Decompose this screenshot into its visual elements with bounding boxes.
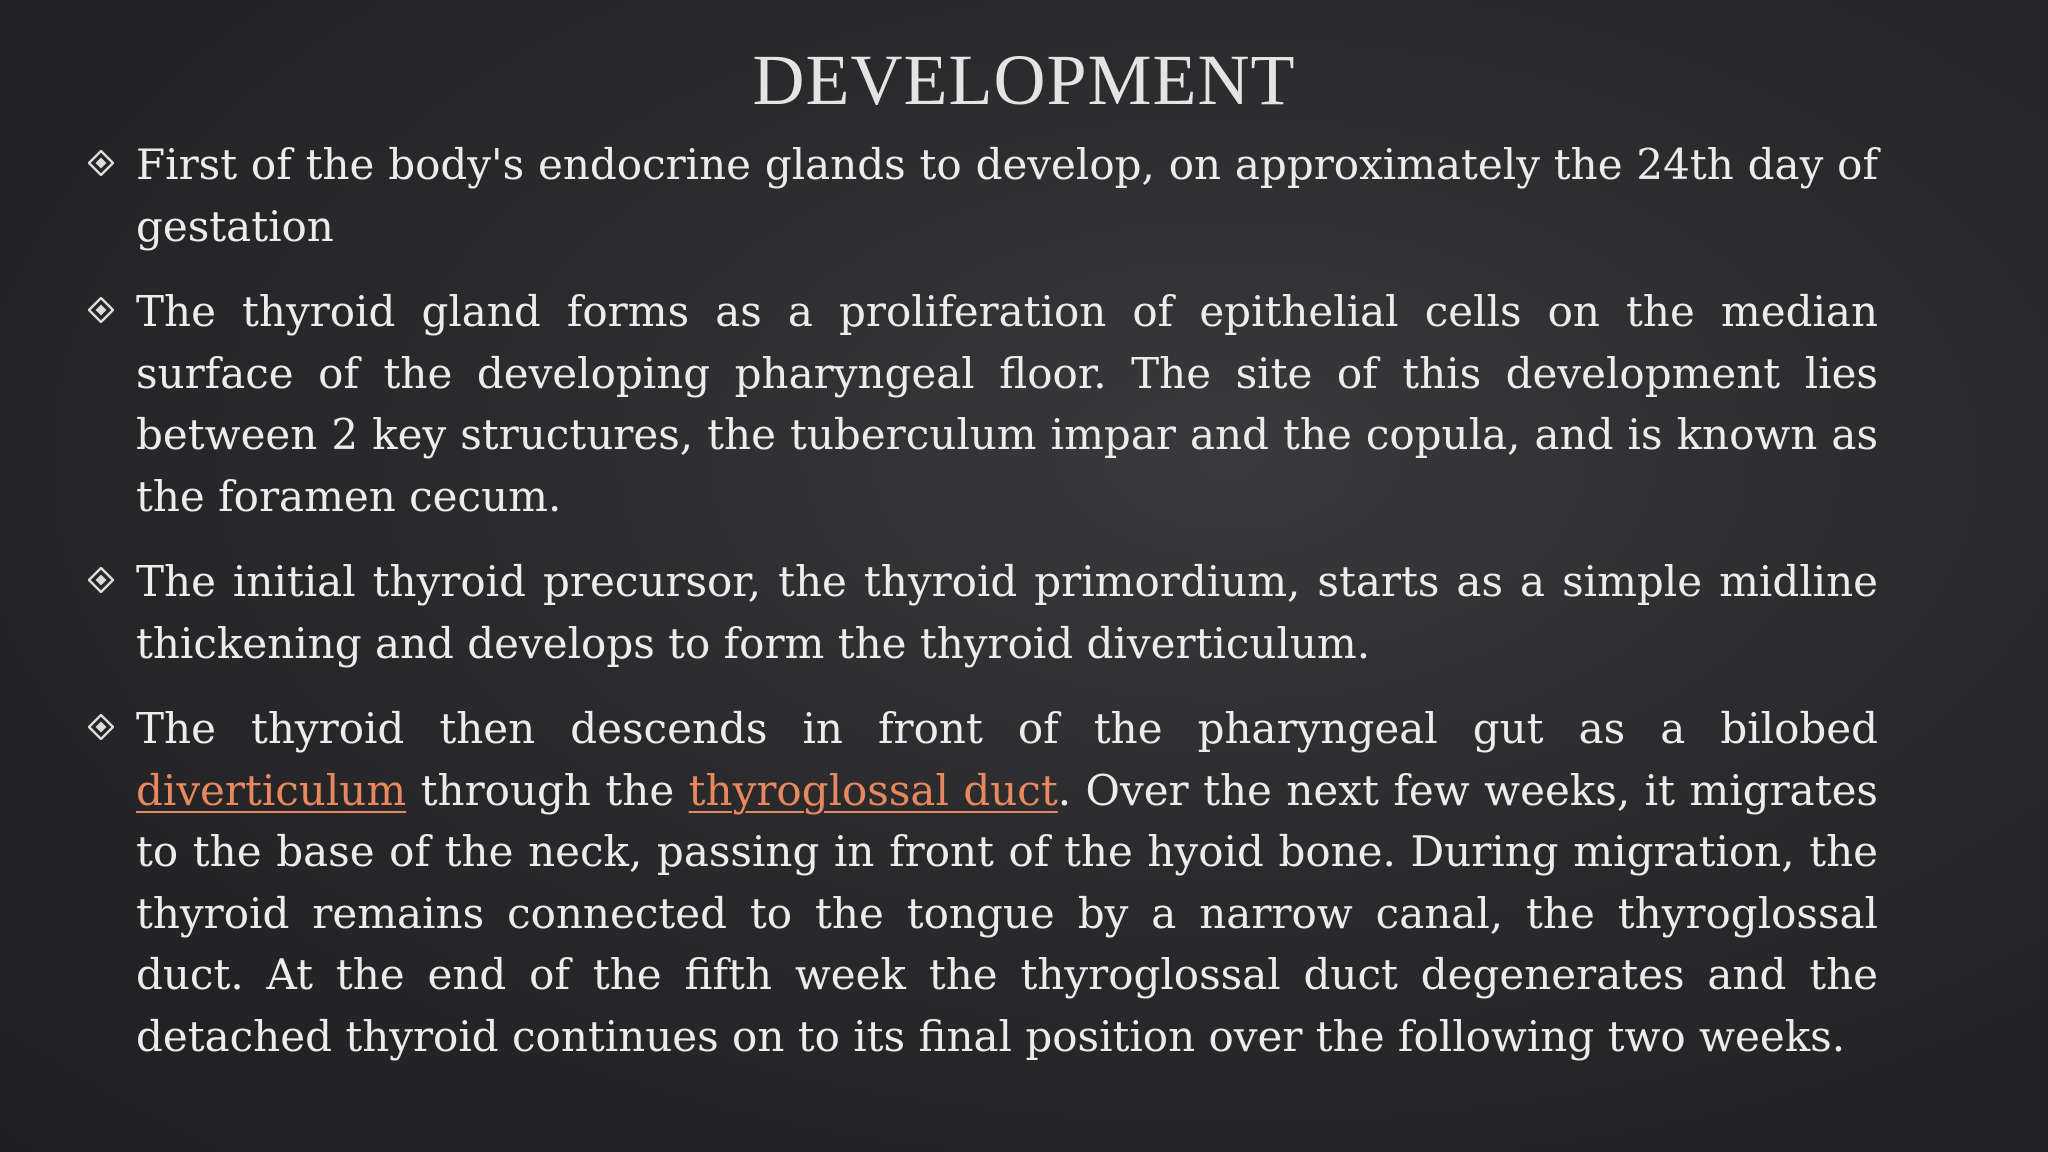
diverticulum-link[interactable]: diverticulum: [136, 765, 407, 815]
diamond-bullet-icon: [88, 567, 114, 593]
bullet-item-1: [84, 134, 1878, 257]
bullet-text: [136, 698, 1878, 1067]
bullet-item-3: [84, 551, 1878, 674]
bullet-item-2: [84, 281, 1878, 527]
diamond-bullet-icon: [88, 714, 114, 740]
bullet-text-segment: through the: [406, 765, 689, 815]
bullet-list: [84, 134, 1878, 1091]
bullet-text-segment: The thyroid then descends in front of the pharyngeal gut as a bilobed: [136, 704, 1878, 753]
diamond-bullet-icon: [88, 150, 114, 176]
bullet-item-4: [84, 698, 1878, 1067]
bullet-text-segment: . Over the next few weeks, it migrates to the base of the neck, passing in front of the hyoid bone. During migration, the thyroid remains connected to the tongue by a narrow canal, the thyroglossal duct. At the end of the fifth week the thyroglossal duct degenerates and the detached thyroid continues on to its final position over the following two weeks.: [136, 765, 1878, 1061]
bullet-text: The initial thyroid precursor, the thyroid primordium, starts as a simple midline thickening and develops to form the thyroid diverticulum.: [136, 557, 1878, 668]
diamond-bullet-icon: [88, 297, 114, 323]
bullet-text: First of the body's endocrine glands to develop, on approximately the 24th day of gestation: [136, 140, 1878, 251]
slide-title: DEVELOPMENT: [752, 40, 1296, 120]
thyroglossal-duct-link[interactable]: thyroglossal duct: [688, 765, 1058, 815]
bullet-text: The thyroid gland forms as a proliferation of epithelial cells on the median surface of the developing pharyngeal floor. The site of this development lies between 2 key structures, the tuberculum impar and the copula, and is known as the foramen cecum.: [136, 287, 1878, 521]
